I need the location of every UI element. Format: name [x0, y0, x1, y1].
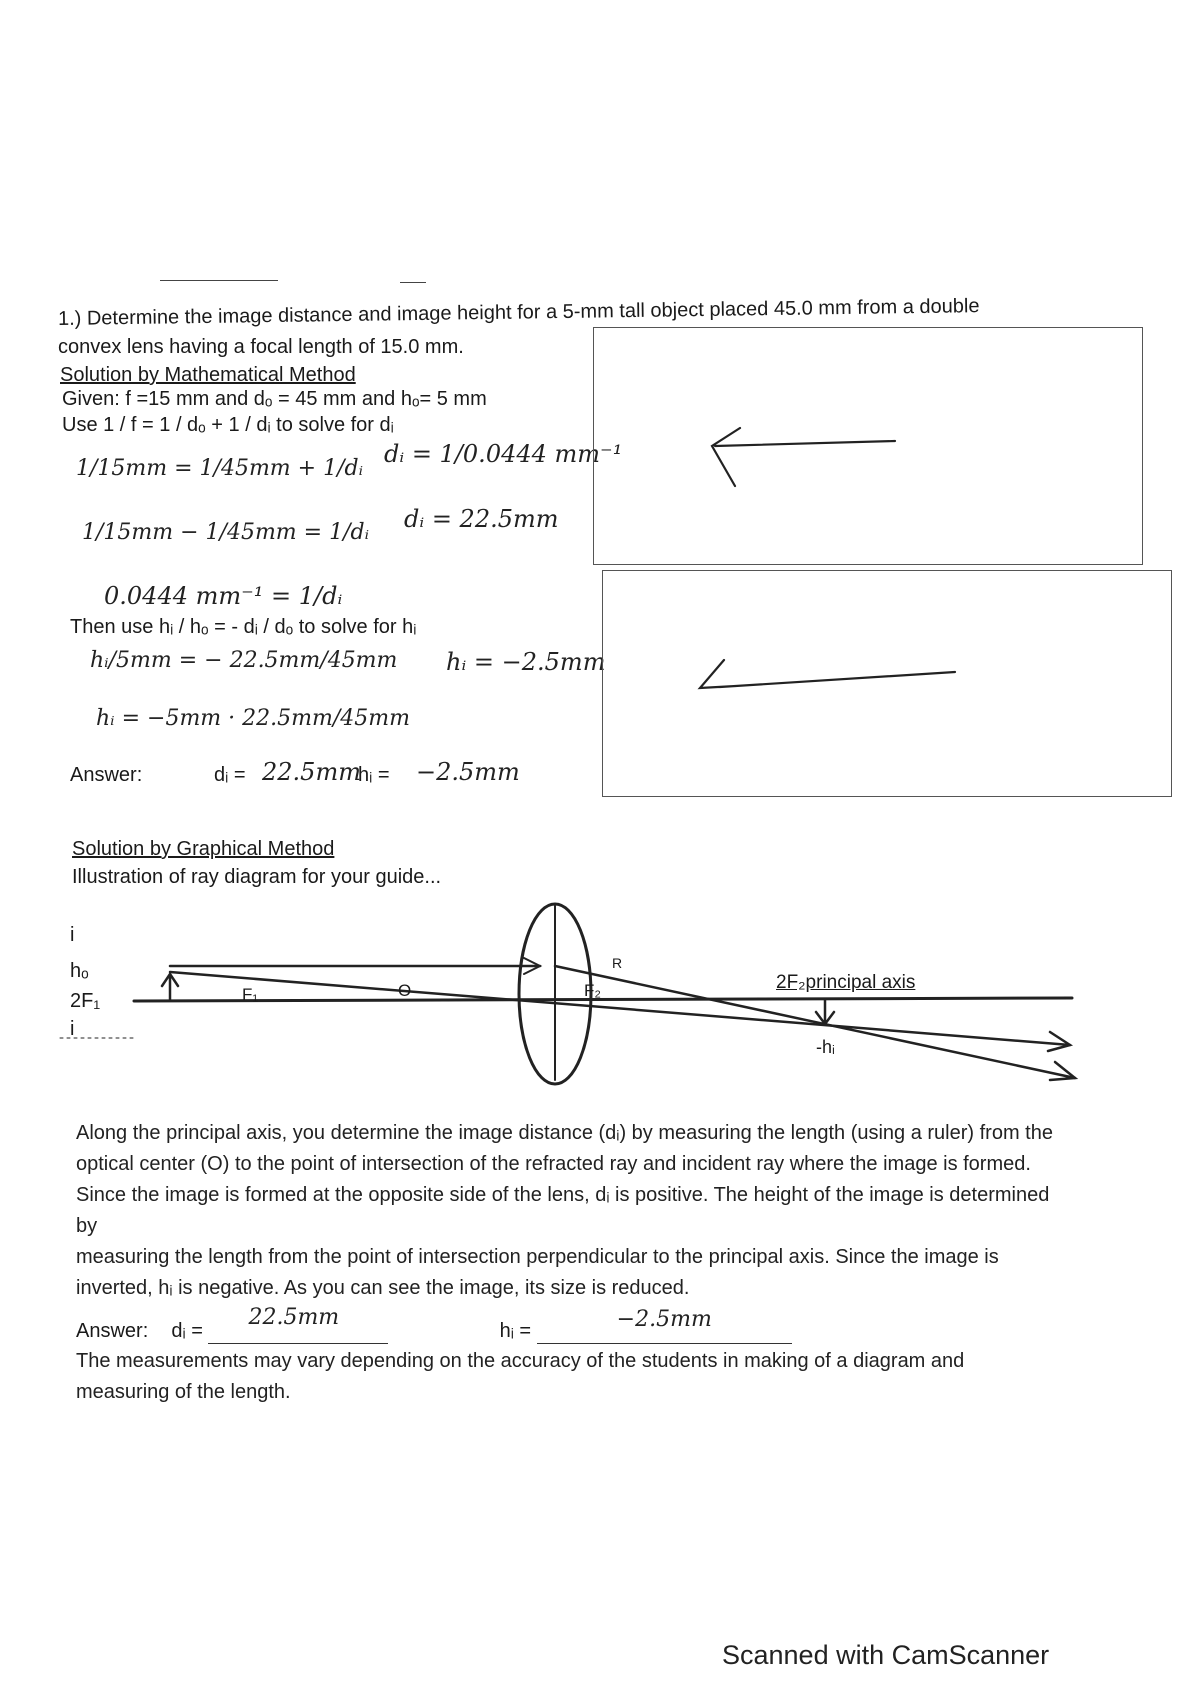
- ray-central-arrow-icon: [1048, 1032, 1070, 1051]
- label-o: O: [398, 981, 412, 1000]
- then-use-text: Then use hᵢ / hₒ = - dᵢ / dₒ to solve for hᵢ: [70, 616, 417, 638]
- hw-hi-eq1: hᵢ/5mm = − 22.5mm/45mm: [90, 648, 398, 673]
- hw-eq2: 1/15mm − 1/45mm = 1/dᵢ: [82, 520, 370, 545]
- use-formula-text: Use 1 / f = 1 / dₒ + 1 / dᵢ to solve for dᵢ: [62, 414, 394, 436]
- arrow-top-icon: [712, 428, 895, 486]
- explanation-line-5: measuring the length from the point of intersection perpendicular to the principal axis. Since the image is: [76, 1246, 999, 1268]
- arrow-bottom-icon: [700, 660, 955, 688]
- principal-axis-line: [134, 998, 1072, 1001]
- hw-di-frac: dᵢ = 1/0.0444 mm⁻¹: [384, 440, 623, 468]
- label-r: R: [612, 955, 623, 971]
- label-i-bottom: i: [70, 1018, 75, 1040]
- label-f2: F₂: [584, 981, 601, 1000]
- explanation-line-2: optical center (O) to the point of intersection of the refracted ray and incident ray where the image is formed.: [76, 1153, 1031, 1175]
- hw-eq1: 1/15mm = 1/45mm + 1/dᵢ: [76, 456, 364, 481]
- math-heading: Solution by Mathematical Method: [60, 364, 356, 386]
- closing-paragraph: [76, 1346, 1186, 1408]
- object-arrow-icon: [162, 974, 178, 1000]
- hw-di-result: dᵢ = 22.5mm: [404, 505, 559, 533]
- hw-hi-eq2: hᵢ = −5mm · 22.5mm/45mm: [96, 706, 410, 731]
- graph-answer-hi-value: −2.5mm: [616, 1307, 712, 1332]
- label-hi: -hᵢ: [816, 1037, 835, 1057]
- math-answer-di-label: dᵢ =: [214, 764, 246, 786]
- explanation-line-3: Since the image is formed at the opposite side of the lens, dᵢ is positive. The height of the image is determined: [76, 1184, 1050, 1206]
- graph-answer-di-value: 22.5mm: [248, 1305, 340, 1330]
- explanation-line-1: Along the principal axis, you determine the image distance (dᵢ) by measuring the length (using a ruler) from the: [76, 1122, 1053, 1144]
- closing-line-1: The measurements may vary depending on the accuracy of the students in making of a diagram and: [76, 1350, 965, 1372]
- math-answer-label: Answer:: [70, 764, 143, 786]
- camscanner-watermark: Scanned with CamScanner: [722, 1640, 1050, 1670]
- math-answer-di-value: 22.5mm: [262, 758, 361, 786]
- graph-answer-hi-blank: [537, 1307, 792, 1344]
- closing-line-2: measuring of the length.: [76, 1381, 291, 1403]
- label-ho: hₒ: [70, 960, 89, 982]
- problem-line-2: convex lens having a focal length of 15.0 mm.: [58, 336, 464, 358]
- explanation-line-4: by: [76, 1215, 98, 1237]
- problem-line-1: 1.) Determine the image distance and image height for a 5-mm tall object placed 45.0 mm from a double: [57, 295, 980, 330]
- label-f1: F₁: [242, 985, 259, 1004]
- hw-eq3: 0.0444 mm⁻¹ = 1/dᵢ: [104, 582, 343, 610]
- hw-hi-result: hᵢ = −2.5mm: [446, 648, 606, 676]
- ray-central: [170, 972, 1070, 1045]
- graph-answer-di-blank: [208, 1305, 388, 1344]
- graph-answer-label: Answer:: [76, 1320, 149, 1342]
- explanation-line-6: inverted, hᵢ is negative. As you can see the image, its size is reduced.: [76, 1277, 690, 1299]
- label-2f1: 2F₁: [70, 990, 101, 1012]
- label-i-top: i: [70, 924, 75, 946]
- ray-refracted-arrow-icon: [1050, 1062, 1075, 1080]
- explanation-paragraph: [76, 1118, 1186, 1304]
- graph-answer-di-label: dᵢ =: [171, 1320, 203, 1342]
- image-arrow-icon: [816, 1000, 834, 1024]
- graph-answer-hi-label: hᵢ =: [499, 1320, 532, 1342]
- graph-subheading: Illustration of ray diagram for your guide...: [72, 866, 442, 888]
- given-text: Given: f =15 mm and dₒ = 45 mm and hₒ= 5 mm: [62, 388, 487, 410]
- math-answer-hi-value: −2.5mm: [416, 758, 520, 786]
- graph-heading: Solution by Graphical Method: [72, 838, 335, 860]
- math-answer-hi-label: hᵢ =: [358, 764, 390, 786]
- label-2f2-principal-axis: 2F₂principal axis: [776, 972, 916, 993]
- graph-answer-row: [76, 1305, 792, 1344]
